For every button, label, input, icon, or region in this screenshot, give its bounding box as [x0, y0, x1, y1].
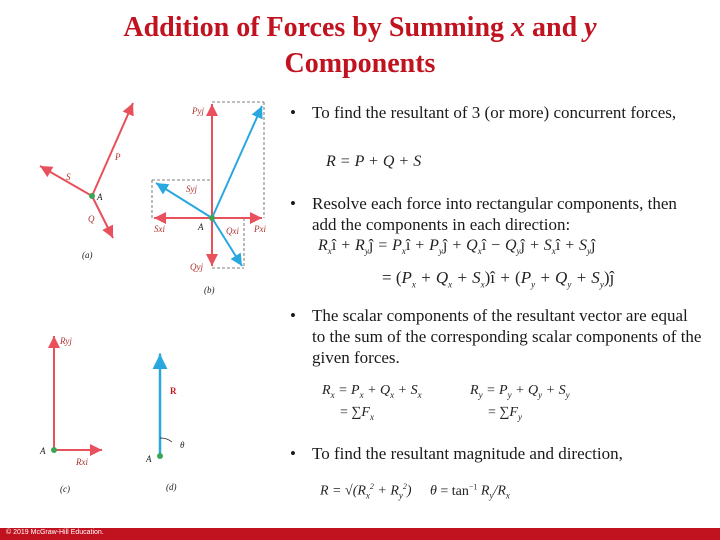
title-text: Addition of Forces by Summing	[123, 12, 512, 43]
title-and: and	[525, 12, 585, 43]
caption-c: (c)	[60, 484, 70, 494]
label-rxi: Rxi	[76, 457, 88, 467]
equation-rx: $R_x = P_x + Q_x + S_x$	[322, 383, 422, 400]
bullet-3-text: The scalar components of the resultant vector are equal to the sum of the corresponding scalar components of the given forces.	[312, 306, 702, 367]
bullet-2-text: Resolve each force into rectangular components, then add the components in each direction:	[312, 194, 677, 234]
label-qxi: Qxi	[226, 226, 239, 236]
caption-a: (a)	[82, 250, 93, 260]
label-s: S	[66, 172, 71, 182]
title-y: y	[584, 12, 597, 43]
caption-b: (b)	[204, 285, 215, 295]
point-a	[89, 193, 95, 199]
caption-d: (d)	[166, 482, 177, 492]
equation-ry: $R_y = P_y + Q_y + S_y$	[470, 383, 570, 400]
label-pxi: Pxi	[254, 224, 266, 234]
label-qyj: Qyj	[190, 262, 203, 272]
figure-b	[152, 102, 266, 295]
bullet-4: • To find the resultant magnitude and direction,	[290, 444, 623, 463]
title-line2: Components	[284, 48, 436, 79]
bullet-4-text: To find the resultant magnitude and direction,	[312, 444, 623, 463]
figure-c	[39, 336, 102, 494]
equation-r-sum: R = P + Q + S	[326, 153, 422, 170]
force-p-blue	[212, 106, 262, 218]
point-a-b	[209, 215, 215, 221]
bullet-1-text: To find the resultant of 3 (or more) concurrent forces,	[312, 103, 677, 122]
force-q-arrow	[92, 196, 113, 238]
label-a-b: A	[198, 222, 204, 232]
equation-components-2: = ($P_x + Q_x$ + $S_x)î + (P_y + Q_y$ + $S_y)ĵ$	[382, 268, 615, 290]
force-s-blue	[156, 183, 212, 218]
copyright: © 2019 McGraw-Hill Education.	[6, 529, 104, 536]
equation-ry-sum: = $\sum F_y$	[488, 405, 522, 422]
label-a-d: A	[146, 454, 152, 464]
equation-rx-sum: = $\sum F_x$	[340, 405, 374, 422]
bullet-3: • The scalar components of the resultant vector are equal to the sum of the corresponding scalar components of the given forces.	[290, 306, 702, 367]
bullet-1: • To find the resultant of 3 (or more) concurrent forces,	[290, 103, 677, 122]
label-q: Q	[88, 214, 95, 224]
label-r: R	[170, 386, 177, 396]
figure-d	[145, 352, 185, 492]
point-a-c	[51, 447, 57, 453]
label-sxi: Sxi	[154, 224, 165, 234]
equation-magnitude: $R = √(R_x^2 + R_y^2)$	[320, 482, 412, 501]
label-ryj: Ryj	[60, 336, 72, 346]
footer-bar	[0, 528, 720, 540]
figure-a	[40, 103, 133, 260]
equation-direction: $\theta = \tan^{-1} R_y/R_x$	[430, 482, 510, 501]
title-x: x	[511, 12, 526, 43]
point-a-d	[157, 453, 163, 459]
equation-components-1: $R_xî$ + $R_yĵ$ = $P_xî$ + $P_yĵ$ + $Q_xî$ − $Q_yĵ$ + $S_xî$ + $S_yĵ$	[318, 237, 596, 257]
label-theta: θ	[180, 440, 185, 450]
label-syj: Syj	[186, 184, 197, 194]
force-p-arrow	[92, 103, 133, 196]
label-pyj: Pyj	[192, 106, 204, 116]
label-a-c: A	[40, 446, 46, 456]
label-p: P	[115, 152, 121, 162]
label-a: A	[97, 192, 103, 202]
bullet-2: • Resolve each force into rectangular components, then add the components in each direction:	[290, 194, 677, 234]
